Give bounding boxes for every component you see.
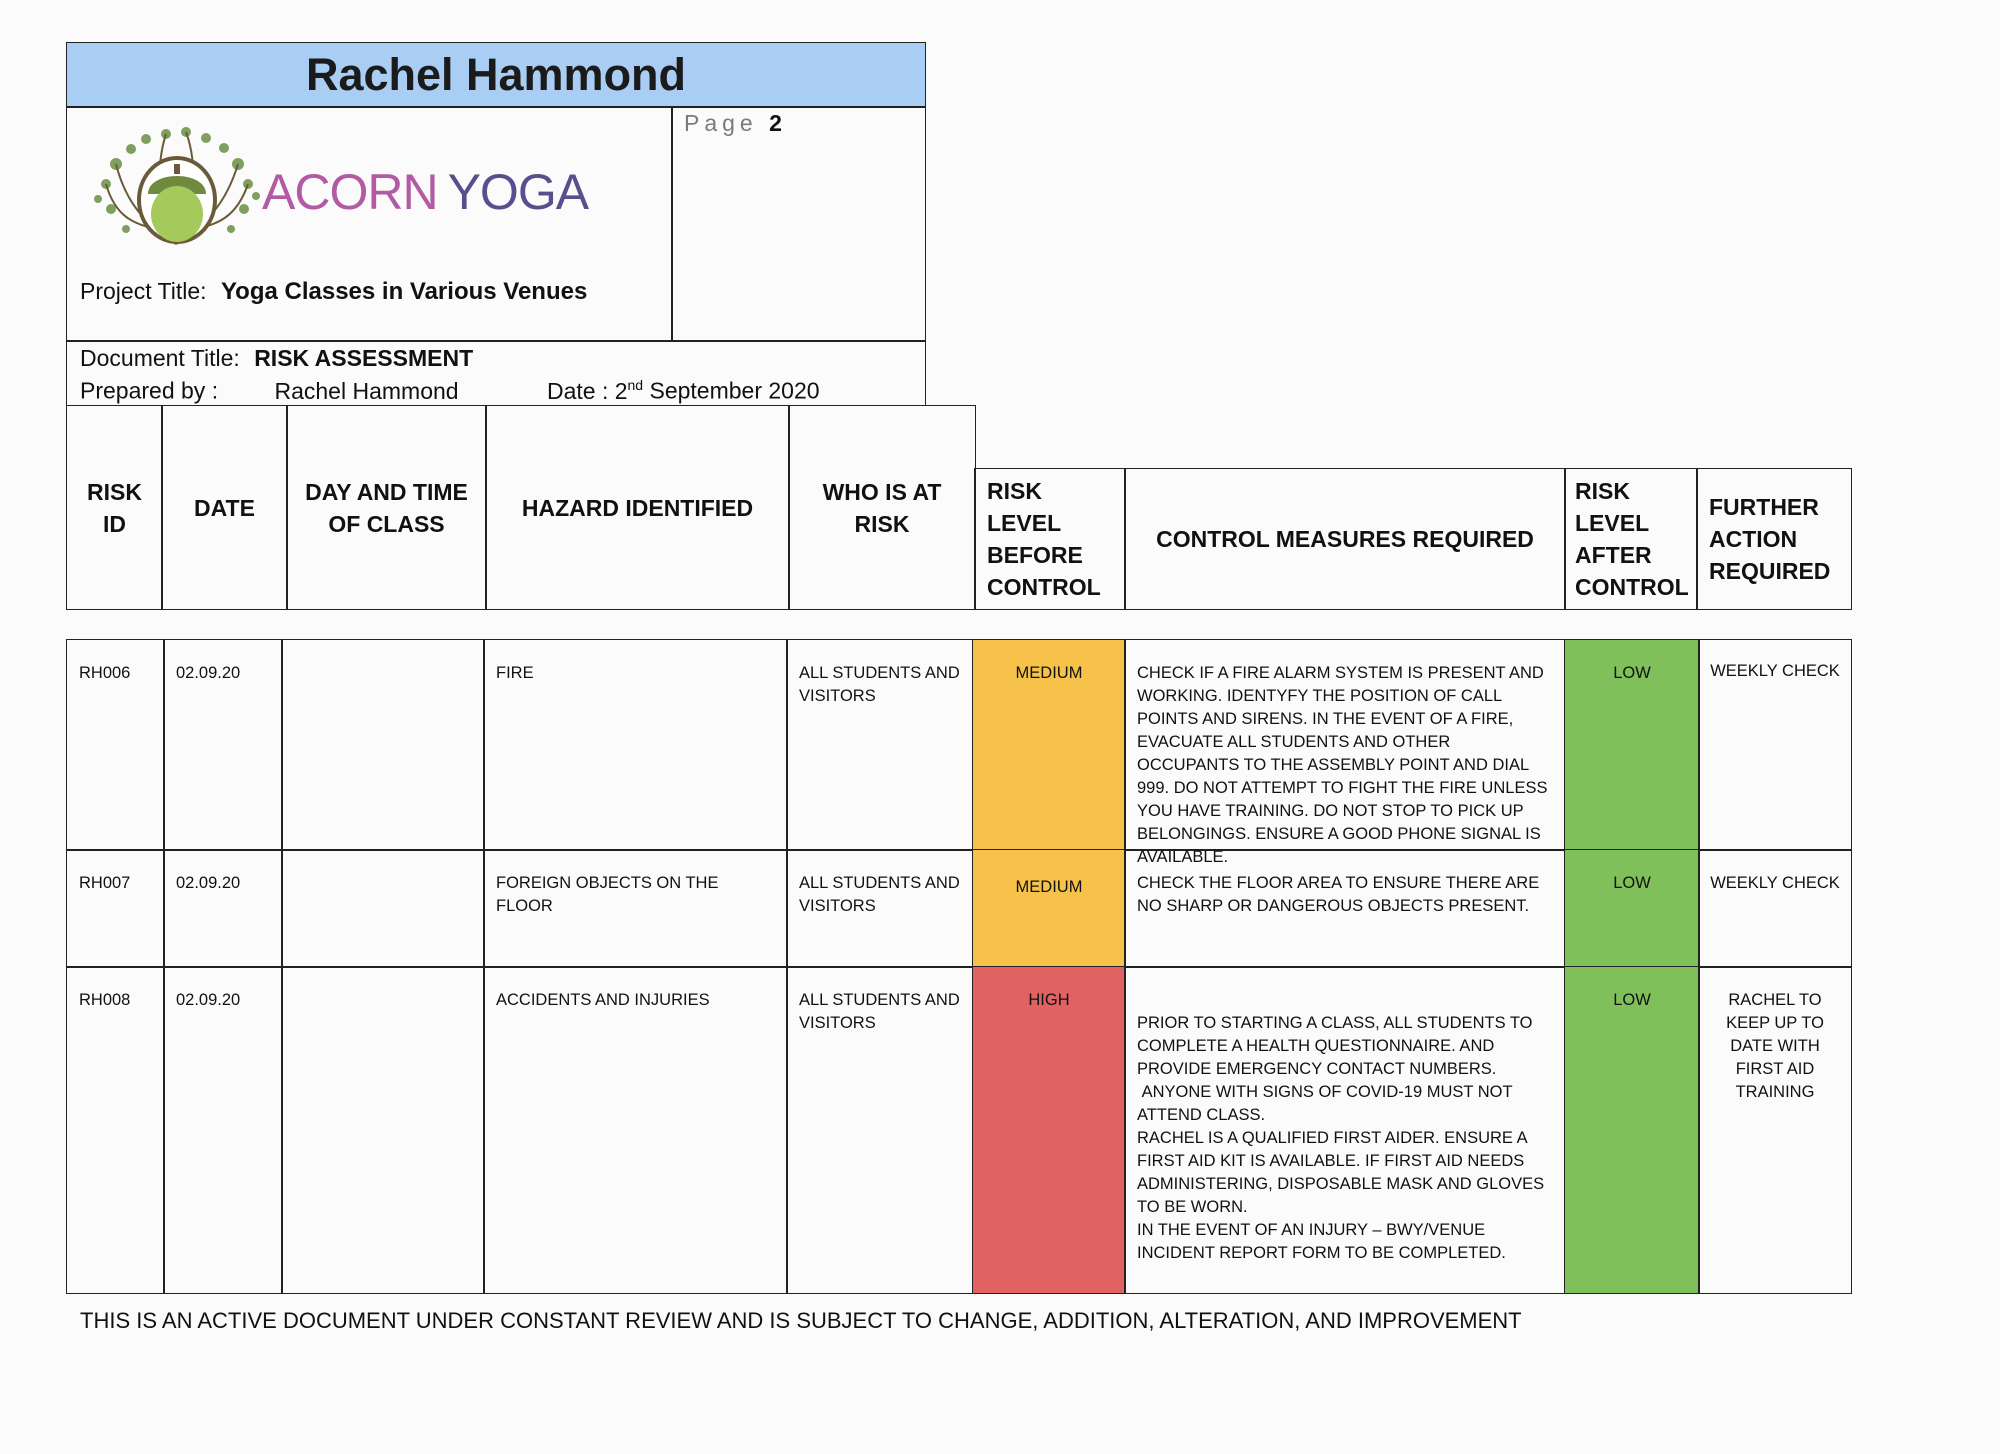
col-header-hazard: HAZARD IDENTIFIED xyxy=(485,405,790,610)
name-banner xyxy=(66,42,926,108)
date-label: Date : 2 xyxy=(546,377,628,404)
col-header-further-action: FURTHER ACTION REQUIRED xyxy=(1696,468,1852,610)
control-line: PRIOR TO STARTING A CLASS, ALL STUDENTS TO COMPLETE A HEALTH QUESTIONNAIRE. AND PROVIDE EMERGENCY CONTACT NUMBERS. xyxy=(1137,1014,1538,1078)
cell-day-time xyxy=(281,639,485,851)
cell-date: 02.09.20 xyxy=(163,849,283,968)
date-rest: September 2020 xyxy=(643,377,820,404)
acorn-tree-logo-icon xyxy=(86,124,266,254)
col-header-day-time: DAY AND TIME OF CLASS xyxy=(286,405,487,610)
cell-risk-id: RH007 xyxy=(66,849,165,968)
cell-further-action: RACHEL TO KEEP UP TO DATE WITH FIRST AID TRAINING xyxy=(1698,966,1852,1294)
document-title-line xyxy=(80,345,473,372)
logo-text-yoga: YOGA xyxy=(447,164,589,220)
cell-hazard: FOREIGN OBJECTS ON THE FLOOR xyxy=(483,849,788,968)
col-header-risk-before: RISK LEVEL BEFORE CONTROL xyxy=(974,468,1126,610)
cell-hazard: FIRE xyxy=(483,639,788,851)
document-title: RISK ASSESSMENT xyxy=(254,345,474,371)
cell-further-action: WEEKLY CHECK xyxy=(1698,849,1852,968)
cell-who-at-risk: ALL STUDENTS AND VISITORS xyxy=(786,849,974,968)
cell-date: 02.09.20 xyxy=(163,639,283,851)
header-name: Rachel Hammond xyxy=(305,49,687,100)
page-number: 2 xyxy=(769,110,782,136)
cell-risk-before: HIGH xyxy=(972,966,1126,1294)
col-header-who-at-risk: WHO IS AT RISK xyxy=(788,405,976,610)
page-box xyxy=(671,106,926,342)
cell-who-at-risk: ALL STUDENTS AND VISITORS xyxy=(786,639,974,851)
cell-day-time xyxy=(281,849,485,968)
prepared-by-label: Prepared by : xyxy=(80,377,219,404)
cell-control-measures: CHECK THE FLOOR AREA TO ENSURE THERE ARE NO SHARP OR DANGEROUS OBJECTS PRESENT. xyxy=(1124,849,1566,968)
project-title: Yoga Classes in Various Venues xyxy=(220,278,588,305)
control-line: ANYONE WITH SIGNS OF COVID-19 MUST NOT ATTEND CLASS. xyxy=(1137,1083,1516,1124)
project-title-line xyxy=(80,278,587,306)
col-header-risk-id: RISK ID xyxy=(66,405,163,610)
document-title-label: Document Title: xyxy=(80,345,240,371)
cell-risk-before: MEDIUM xyxy=(972,849,1126,968)
control-line: IN THE EVENT OF AN INJURY – BWY/VENUE INCIDENT REPORT FORM TO BE COMPLETED. xyxy=(1137,1221,1506,1262)
prepared-by-line xyxy=(80,377,820,405)
project-title-label: Project Title: xyxy=(80,278,207,304)
cell-risk-after: LOW xyxy=(1564,639,1700,851)
logo-wordmark xyxy=(262,164,588,220)
cell-risk-after: LOW xyxy=(1564,849,1700,968)
col-header-control-measures: CONTROL MEASURES REQUIRED xyxy=(1124,468,1566,610)
cell-who-at-risk: ALL STUDENTS AND VISITORS xyxy=(786,966,974,1294)
footer-note: THIS IS AN ACTIVE DOCUMENT UNDER CONSTANT REVIEW AND IS SUBJECT TO CHANGE, ADDITION, ALTERATION, AND IMPROVEMENT xyxy=(80,1308,1522,1333)
page-indicator xyxy=(684,110,782,137)
prepared-by-name: Rachel Hammond xyxy=(274,377,459,404)
cell-further-action: WEEKLY CHECK xyxy=(1698,639,1852,851)
date-suffix: nd xyxy=(627,377,644,393)
cell-risk-after: LOW xyxy=(1564,966,1700,1294)
cell-day-time xyxy=(281,966,485,1294)
cell-hazard: ACCIDENTS AND INJURIES xyxy=(483,966,788,1294)
cell-risk-id: RH008 xyxy=(66,966,165,1294)
cell-control-measures xyxy=(1124,966,1566,1294)
page-label: Page xyxy=(684,110,758,136)
cell-control-measures: CHECK IF A FIRE ALARM SYSTEM IS PRESENT AND WORKING. IDENTYFY THE POSITION OF CALL POINTS AND SIRENS. IN THE EVENT OF A FIRE, EVACUATE ALL STUDENTS AND OTHER OCCUPANTS TO THE ASSEMBLY POINT AND DIAL 999. DO NOT ATTEMPT TO FIGHT THE FIRE UNLESS YOU HAVE TRAINING. DO NOT STOP TO PICK UP BELONGINGS. ENSURE A GOOD PHONE SIGNAL IS AVAILABLE. xyxy=(1124,639,1566,851)
control-line: RACHEL IS A QUALIFIED FIRST AIDER. ENSURE A FIRST AID KIT IS AVAILABLE. IF FIRST AID NEEDS ADMINISTERING, DISPOSABLE MASK AND GLOVES TO BE WORN. xyxy=(1137,1129,1549,1216)
cell-risk-before: MEDIUM xyxy=(972,639,1126,851)
logo-text-acorn: ACORN xyxy=(262,164,438,220)
cell-date: 02.09.20 xyxy=(163,966,283,1294)
col-header-risk-after: RISK LEVEL AFTER CONTROL xyxy=(1564,468,1698,610)
cell-risk-id: RH006 xyxy=(66,639,165,851)
col-header-date: DATE xyxy=(161,405,288,610)
